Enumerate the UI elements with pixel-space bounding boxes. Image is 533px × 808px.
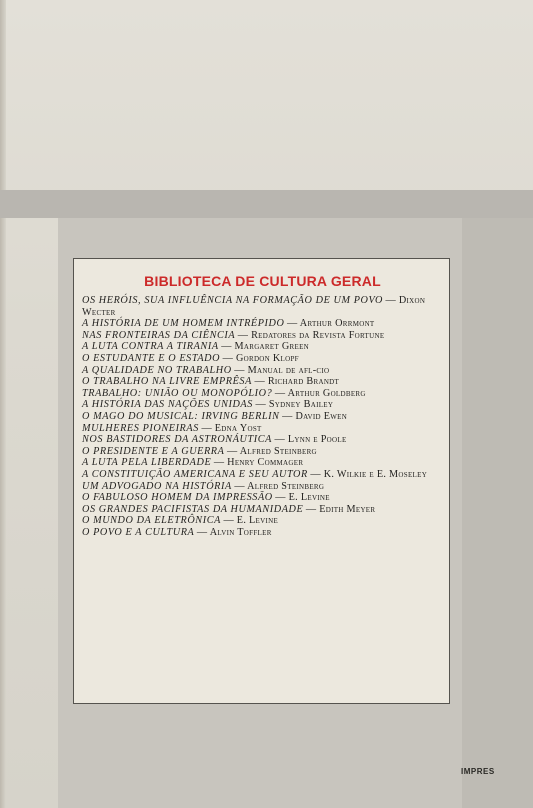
book-author: — Gordon Klopf (222, 352, 299, 364)
book-author: — Edna Yost (201, 422, 262, 434)
book-entry (82, 330, 444, 342)
book-title: OS GRANDES PACIFISTAS DA HUMANIDADE (82, 503, 304, 515)
book-title: O FABULOSO HOMEM DA IMPRESSÃO (82, 492, 273, 504)
book-list (82, 295, 444, 538)
book-title: A HISTÓRIA DE UM HOMEM INTRÉPIDO (82, 318, 285, 330)
book-title: TRABALHO: UNIÃO OU MONOPÓLIO? (82, 387, 273, 399)
book-entry (82, 492, 444, 504)
book-entry (82, 295, 444, 318)
book-entry (82, 504, 444, 516)
book-entry (82, 399, 444, 411)
book-author: — David Ewen (282, 410, 348, 422)
book-title: O MAGO DO MUSICAL: IRVING BERLIN (82, 410, 280, 422)
book-author: — Sydney Bailey (255, 399, 334, 411)
book-title: O PRESIDENTE E A GUERRA (82, 445, 225, 457)
book-author: — E. Levine (223, 515, 279, 527)
book-entry (82, 365, 444, 377)
series-title: BIBLIOTECA DE CULTURA GERAL (144, 273, 381, 289)
book-entry (82, 423, 444, 435)
book-author: — Alvin Toffler (196, 526, 272, 538)
book-author: — Redatores da Revista Fortune (237, 329, 385, 341)
printer-mark: IMPRES (461, 767, 495, 776)
book-entry (82, 353, 444, 365)
book-title: A LUTA PELA LIBERDADE (82, 457, 212, 469)
gray-lower-right-area (462, 218, 533, 808)
book-title: NAS FRONTEIRAS DA CIÊNCIA (82, 329, 236, 341)
book-entry (82, 446, 444, 458)
book-entry (82, 515, 444, 527)
book-author: — Edith Meyer (305, 503, 376, 515)
book-author: — Alfred Steinberg (227, 445, 317, 457)
book-author: — Alfred Steinberg (234, 480, 325, 492)
book-title: O ESTUDANTE E O ESTADO (82, 352, 221, 364)
cover-spine-edge (0, 0, 6, 808)
book-title: O MUNDO DA ELETRÔNICA (82, 515, 221, 527)
book-author: — Lynn e Poole (274, 434, 347, 446)
book-title: O TRABALHO NA LIVRE EMPRÊSA (82, 376, 252, 388)
book-list-panel (73, 258, 450, 704)
book-entry (82, 341, 444, 353)
book-entry (82, 376, 444, 388)
book-title: O POVO E A CULTURA (82, 526, 195, 538)
book-title: UM ADVOGADO NA HISTÓRIA (82, 480, 232, 492)
book-title: MULHERES PIONEIRAS (82, 422, 199, 434)
book-entry (82, 469, 444, 481)
book-entry (82, 411, 444, 423)
book-author: — K. Wilkie e E. Moseley (310, 468, 428, 480)
book-author: — Arthur Goldberg (274, 387, 366, 399)
book-author: — Henry Commager (213, 457, 304, 469)
book-author: — Dixon Wecter (82, 295, 426, 318)
book-entry (82, 388, 444, 400)
book-entry (82, 527, 444, 539)
book-title: NOS BASTIDORES DA ASTRONÁUTICA (82, 434, 272, 446)
book-entry (82, 434, 444, 446)
book-entry (82, 457, 444, 469)
book-entry (82, 318, 444, 330)
book-title: A CONSTITUIÇÃO AMERICANA E SEU AUTOR (82, 468, 308, 480)
book-entry (82, 481, 444, 493)
book-title: OS HERÓIS, SUA INFLUÊNCIA NA FORMAÇÃO DE UM POVO (82, 295, 383, 306)
book-title: A QUALIDADE NO TRABALHO (82, 364, 232, 376)
book-author: — E. Levine (275, 492, 330, 504)
book-title: A HISTÓRIA DAS NAÇÕES UNIDAS (82, 399, 253, 411)
book-author: — Margaret Green (221, 341, 310, 353)
gray-band (0, 190, 533, 218)
book-author: — Richard Brandt (254, 376, 340, 388)
book-author: — Manual de afl-cio (234, 364, 330, 376)
book-title: A LUTA CONTRA A TIRANIA (82, 341, 219, 353)
book-author: — Arthur Orrmont (287, 318, 375, 330)
